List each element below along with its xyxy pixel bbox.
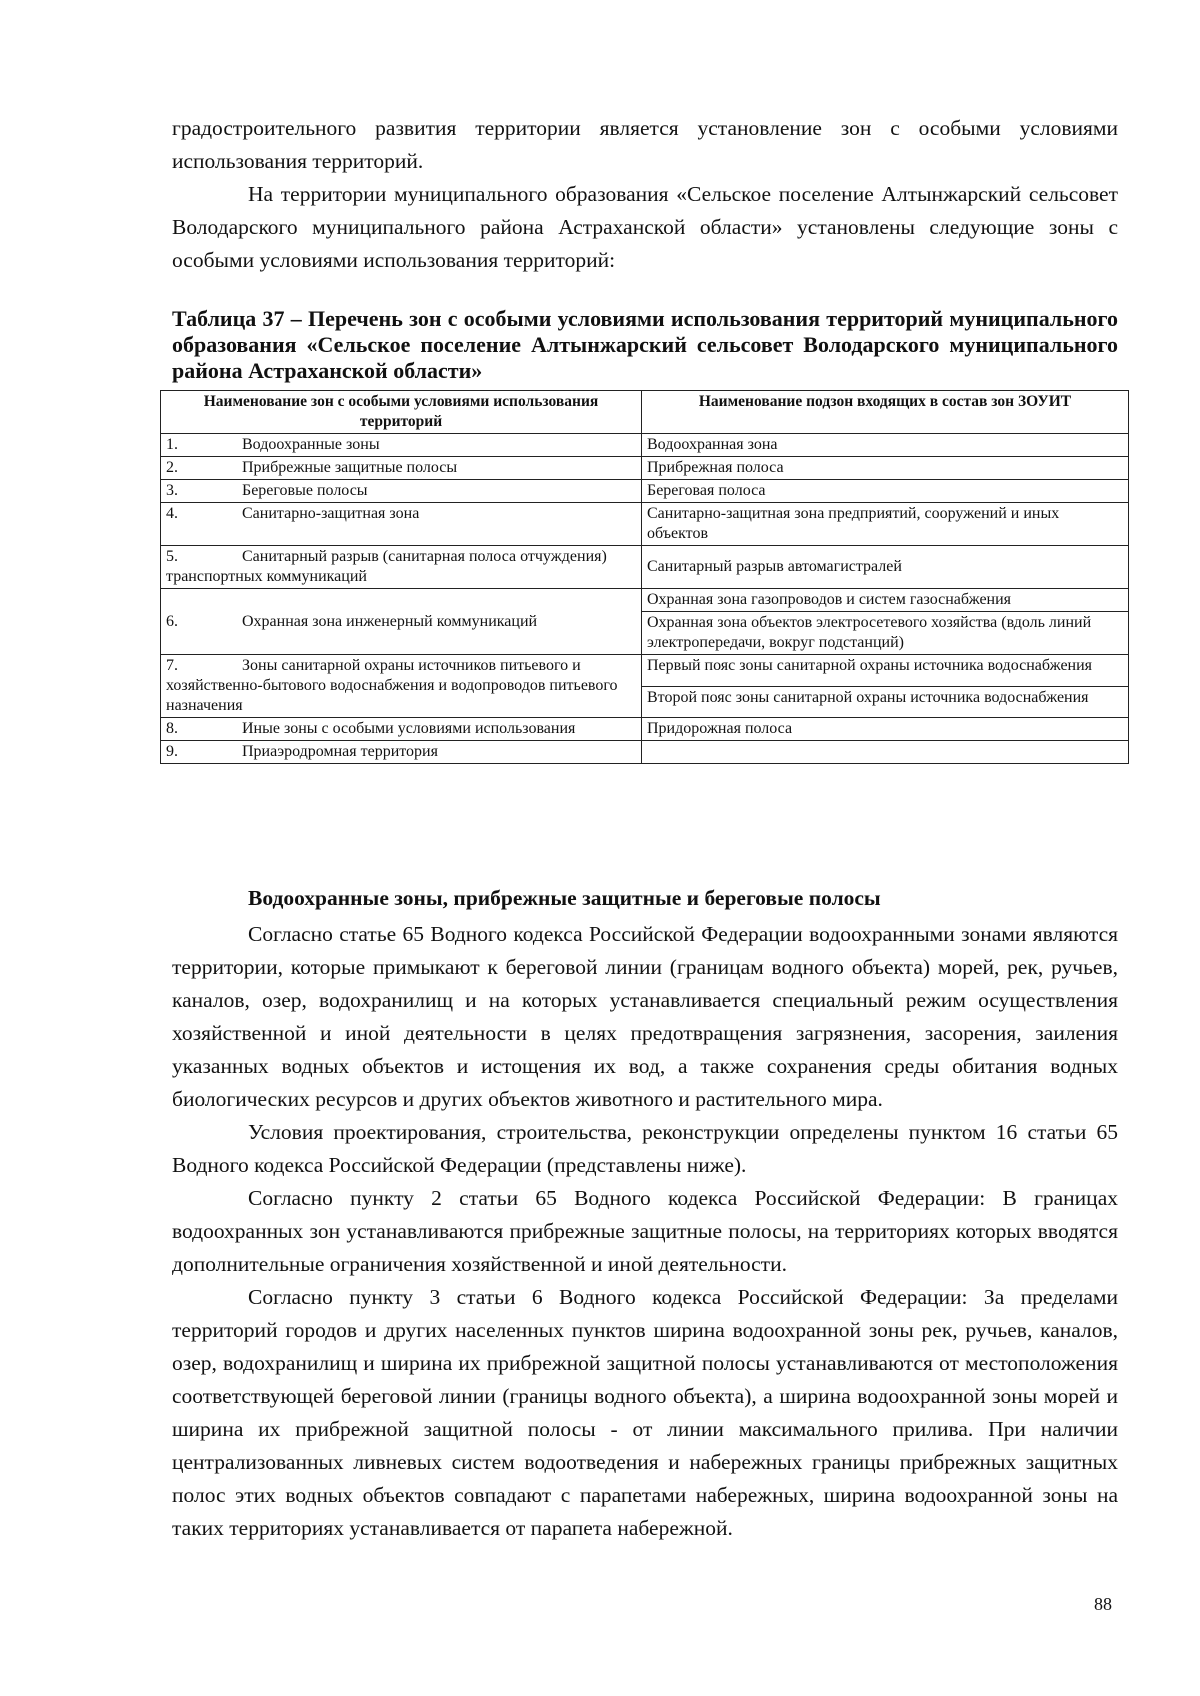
table-caption: Таблица 37 – Перечень зон с особыми условиями использования территорий муниципального образования «Сельское поселение Алтынжарский сельсовет Володарского муниципального района Астраханской области» xyxy=(172,306,1118,383)
table-row xyxy=(161,655,1129,687)
table-row xyxy=(161,480,1129,503)
section-paragraph-3: Согласно пункту 2 статьи 65 Водного кодекса Российской Федерации: В границах водоохранных зон устанавливаются прибрежные защитные полосы, на территориях которых вводятся дополнительные ограничения хозяйственной и иной деятельности. xyxy=(172,1186,1118,1276)
section-paragraph-1: Согласно статье 65 Водного кодекса Российской Федерации водоохранными зонами являются территории, которые примыкают к береговой линии (границам водного объекта) морей, рек, ручьев, каналов, озер, водохранилищ и на которых устанавливается специальный режим осуществления хозяйственной и иной деятельности в целях предотвращения загрязнения, засорения, заиления указанных водных объектов и истощения их вод, а также сохранения среды обитания водных биологических ресурсов и других объектов животного и растительного мира. xyxy=(172,922,1118,1111)
zone-cell: 6. Охранная зона инженерный коммуникаций xyxy=(161,589,642,655)
section-paragraph-4: Согласно пункту 3 статьи 6 Водного кодекса Российской Федерации: За пределами территорий городов и других населенных пунктов ширина водоохранной зоны рек, ручьев, каналов, озер, водохранилищ и ширина их прибрежной защитной полосы устанавливаются от местоположения соответствующей береговой линии (границы водного объекта), а ширина водоохранной зоны морей и ширина их прибрежной защитной полосы - от линии максимального прилива. При наличии централизованных ливневых систем водоотведения и набережных границы прибрежных защитных полос этих водных объектов совпадают с парапетами набережных, ширина водоохранной зоны на таких территориях устанавливается от парапета набережной. xyxy=(172,1285,1118,1540)
subzone-cell: Прибрежная полоса xyxy=(642,457,1129,480)
zone-cell: 5. Санитарный разрыв (санитарная полоса отчуждения) транспортных коммуникаций xyxy=(161,546,642,589)
subzone-cell: Санитарно-защитная зона предприятий, сооружений и иных объектов xyxy=(642,503,1129,546)
subzone-cell: Береговая полоса xyxy=(642,480,1129,503)
section-text xyxy=(172,918,1118,1545)
subzone-cell: Первый пояс зоны санитарной охраны источника водоснабжения xyxy=(642,655,1129,687)
zones-table xyxy=(160,390,1129,764)
intro-paragraph-2: На территории муниципального образования «Сельское поселение Алтынжарский сельсовет Володарского муниципального района Астраханской области» установлены следующие зоны с особыми условиями использования территорий: xyxy=(172,182,1118,272)
zone-cell: 1. Водоохранные зоны xyxy=(161,434,642,457)
table-row xyxy=(161,546,1129,589)
subzone-cell: Охранная зона объектов электросетевого хозяйства (вдоль линий электропередачи, вокруг подстанций) xyxy=(642,612,1129,655)
zone-cell: 8. Иные зоны с особыми условиями использования xyxy=(161,718,642,741)
table-header-zone: Наименование зон с особыми условиями использования территорий xyxy=(161,391,642,434)
table-row xyxy=(161,589,1129,612)
zone-cell: 7. Зоны санитарной охраны источников питьевого и хозяйственно-бытового водоснабжения и водопроводов питьевого назначения xyxy=(161,655,642,718)
table-header-subzone: Наименование подзон входящих в состав зон ЗОУИТ xyxy=(642,391,1129,434)
section-heading: Водоохранные зоны, прибрежные защитные и береговые полосы xyxy=(248,886,881,910)
section-paragraph-2: Условия проектирования, строительства, реконструкции определены пунктом 16 статьи 65 Водного кодекса Российской Федерации (представлены ниже). xyxy=(172,1120,1118,1177)
table-row xyxy=(161,718,1129,741)
intro-paragraph-1: градостроительного развития территории является установление зон с особыми условиями использования территорий. xyxy=(172,116,1118,173)
page-number: 88 xyxy=(1094,1594,1112,1614)
subzone-cell: Второй пояс зоны санитарной охраны источника водоснабжения xyxy=(642,686,1129,718)
table-row xyxy=(161,434,1129,457)
zone-cell: 9. Приаэродромная территория xyxy=(161,741,642,764)
zone-cell: 3. Береговые полосы xyxy=(161,480,642,503)
intro-text xyxy=(172,112,1118,277)
table-row xyxy=(161,503,1129,546)
subzone-cell: Водоохранная зона xyxy=(642,434,1129,457)
table-row xyxy=(161,457,1129,480)
subzone-cell: Санитарный разрыв автомагистралей xyxy=(642,546,1129,589)
subzone-cell xyxy=(642,741,1129,764)
subzone-cell: Охранная зона газопроводов и систем газоснабжения xyxy=(642,589,1129,612)
zone-cell: 2. Прибрежные защитные полосы xyxy=(161,457,642,480)
zone-cell: 4. Санитарно-защитная зона xyxy=(161,503,642,546)
table-row xyxy=(161,741,1129,764)
table-header-row xyxy=(161,391,1129,434)
subzone-cell: Придорожная полоса xyxy=(642,718,1129,741)
